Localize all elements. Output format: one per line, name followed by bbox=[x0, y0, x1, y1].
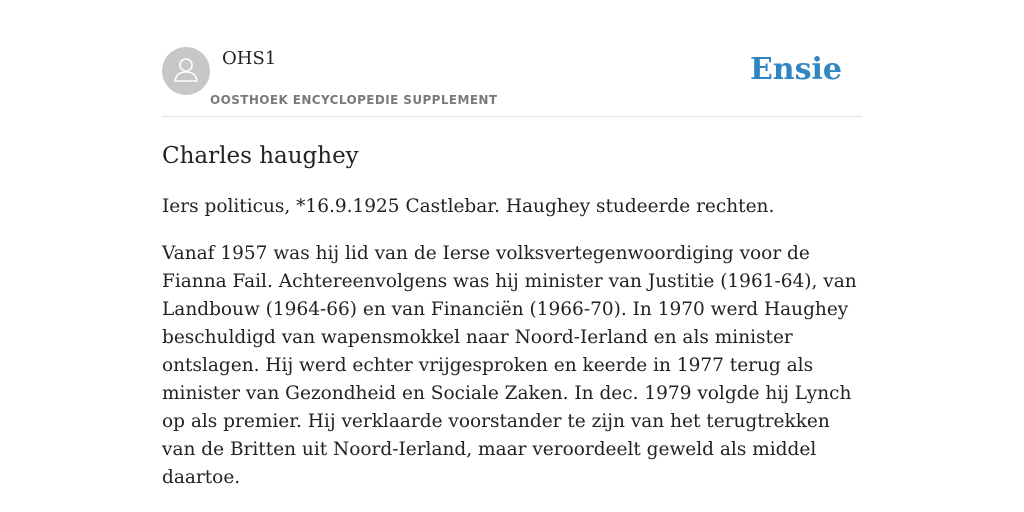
page-title: Charles haughey bbox=[162, 143, 359, 169]
user-icon bbox=[171, 54, 201, 88]
brand-logo[interactable]: Ensie bbox=[749, 52, 842, 87]
source-abbreviation[interactable]: OHS1 bbox=[222, 48, 277, 69]
entry-header bbox=[162, 46, 862, 117]
entry-card bbox=[162, 46, 862, 492]
source-name[interactable]: OOSTHOEK ENCYCLOPEDIE SUPPLEMENT bbox=[210, 93, 498, 107]
article-paragraph-body: Vanaf 1957 was hij lid van de Ierse volksvertegenwoordiging voor de Fianna Fail. Achtereenvolgens was hij minister van Justitie (1961-64), van Landbouw (1964-66) en van Financiën (1966-70). In 1970 werd Haughey beschuldigd van wapensmokkel naar Noord-Ierland en als minister ontslagen. Hij werd echter vrijgesproken en keerde in 1977 terug als minister van Gezondheid en Sociale Zaken. In dec. 1979 volgde hij Lynch op als premier. Hij verklaarde voorstander te zijn van het terugtrekken van de Britten uit Noord-Ierland, maar veroordeelt geweld als middel daartoe. bbox=[162, 243, 857, 488]
source-avatar[interactable] bbox=[162, 47, 210, 95]
article-paragraph-intro: Iers politicus, *16.9.1925 Castlebar. Haughey studeerde rechten. bbox=[162, 196, 775, 217]
